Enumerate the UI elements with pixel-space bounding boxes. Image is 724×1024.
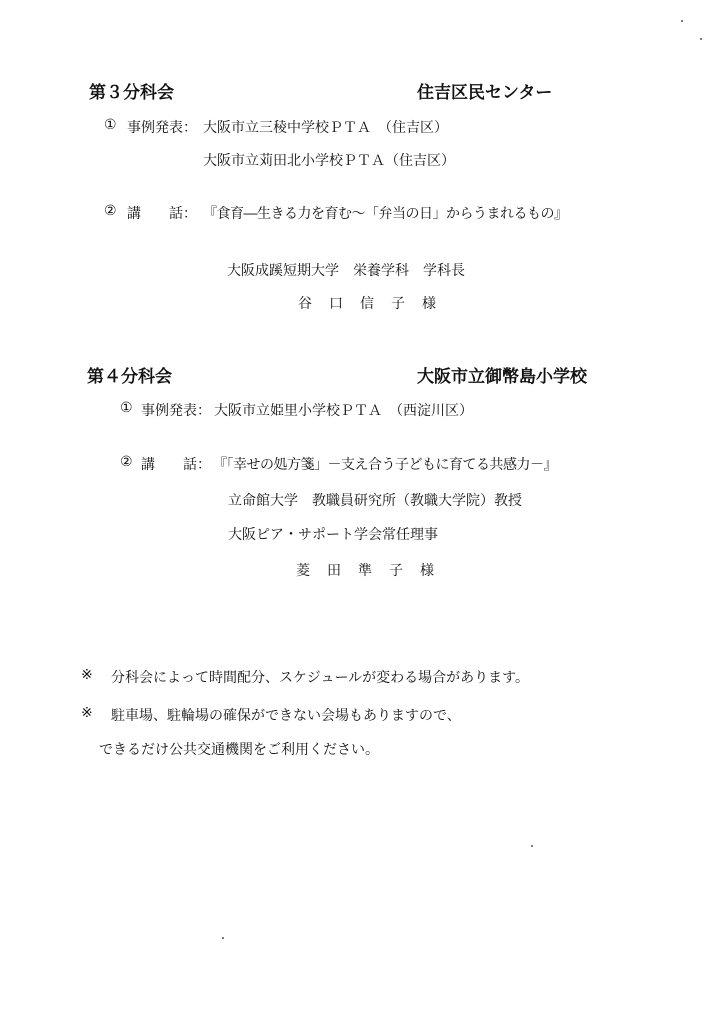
note-mark: ※ xyxy=(81,667,93,683)
session3-venue: 住吉区民センター xyxy=(417,83,553,103)
session4-talk-label: 講 話： xyxy=(141,457,211,473)
scan-speck xyxy=(222,937,224,939)
session4-speaker-affiliation2: 大阪ピア・サポート学会常任理事 xyxy=(228,527,438,543)
scan-speck xyxy=(531,845,533,847)
session4-speaker-name: 菱田準子様 xyxy=(296,563,451,579)
session4-case-line1: 大阪市立姫里小学校ＰＴＡ （西淀川区） xyxy=(214,403,473,419)
session4-venue: 大阪市立御幣島小学校 xyxy=(417,367,587,387)
session4-talk-title: 『「幸せの処方箋」－支え合う子どもに育てる共感力－』 xyxy=(213,457,557,473)
session4-heading: 第４分科会 xyxy=(87,367,172,387)
session3-talk-title: 『食育―生きる力を育む～「弁当の日」からうまれるもの』 xyxy=(203,206,568,222)
scan-speck xyxy=(700,38,702,40)
note-text: 分科会によって時間配分、スケジュールが変わる場合があります。 xyxy=(111,670,530,686)
note-text: 駐車場、駐輪場の確保ができない会場もありますので、 xyxy=(111,708,461,724)
session4-talk-number: ② xyxy=(120,454,133,470)
session3-talk-number: ② xyxy=(104,203,117,219)
session3-case-line2: 大阪市立苅田北小学校ＰＴＡ（住吉区） xyxy=(203,153,455,169)
session3-case-label: 事例発表： xyxy=(127,120,197,136)
note-continuation: できるだけ公共交通機関をご利用ください。 xyxy=(99,742,379,758)
session3-case-number: ① xyxy=(104,117,117,133)
session3-speaker-affiliation: 大阪成蹊短期大学 栄養学科 学科長 xyxy=(227,263,465,279)
session3-talk-label: 講 話： xyxy=(127,206,197,222)
note-mark: ※ xyxy=(81,705,93,721)
session4-speaker-affiliation1: 立命館大学 教職員研究所（教職大学院）教授 xyxy=(228,493,522,509)
session4-case-label: 事例発表： xyxy=(141,403,211,419)
session3-speaker-name: 谷口信子様 xyxy=(298,296,453,312)
scan-speck xyxy=(681,20,683,22)
session3-heading: 第３分科会 xyxy=(89,83,174,103)
session4-case-number: ① xyxy=(120,400,133,416)
session3-case-line1: 大阪市立三稜中学校ＰＴＡ （住吉区） xyxy=(203,120,448,136)
